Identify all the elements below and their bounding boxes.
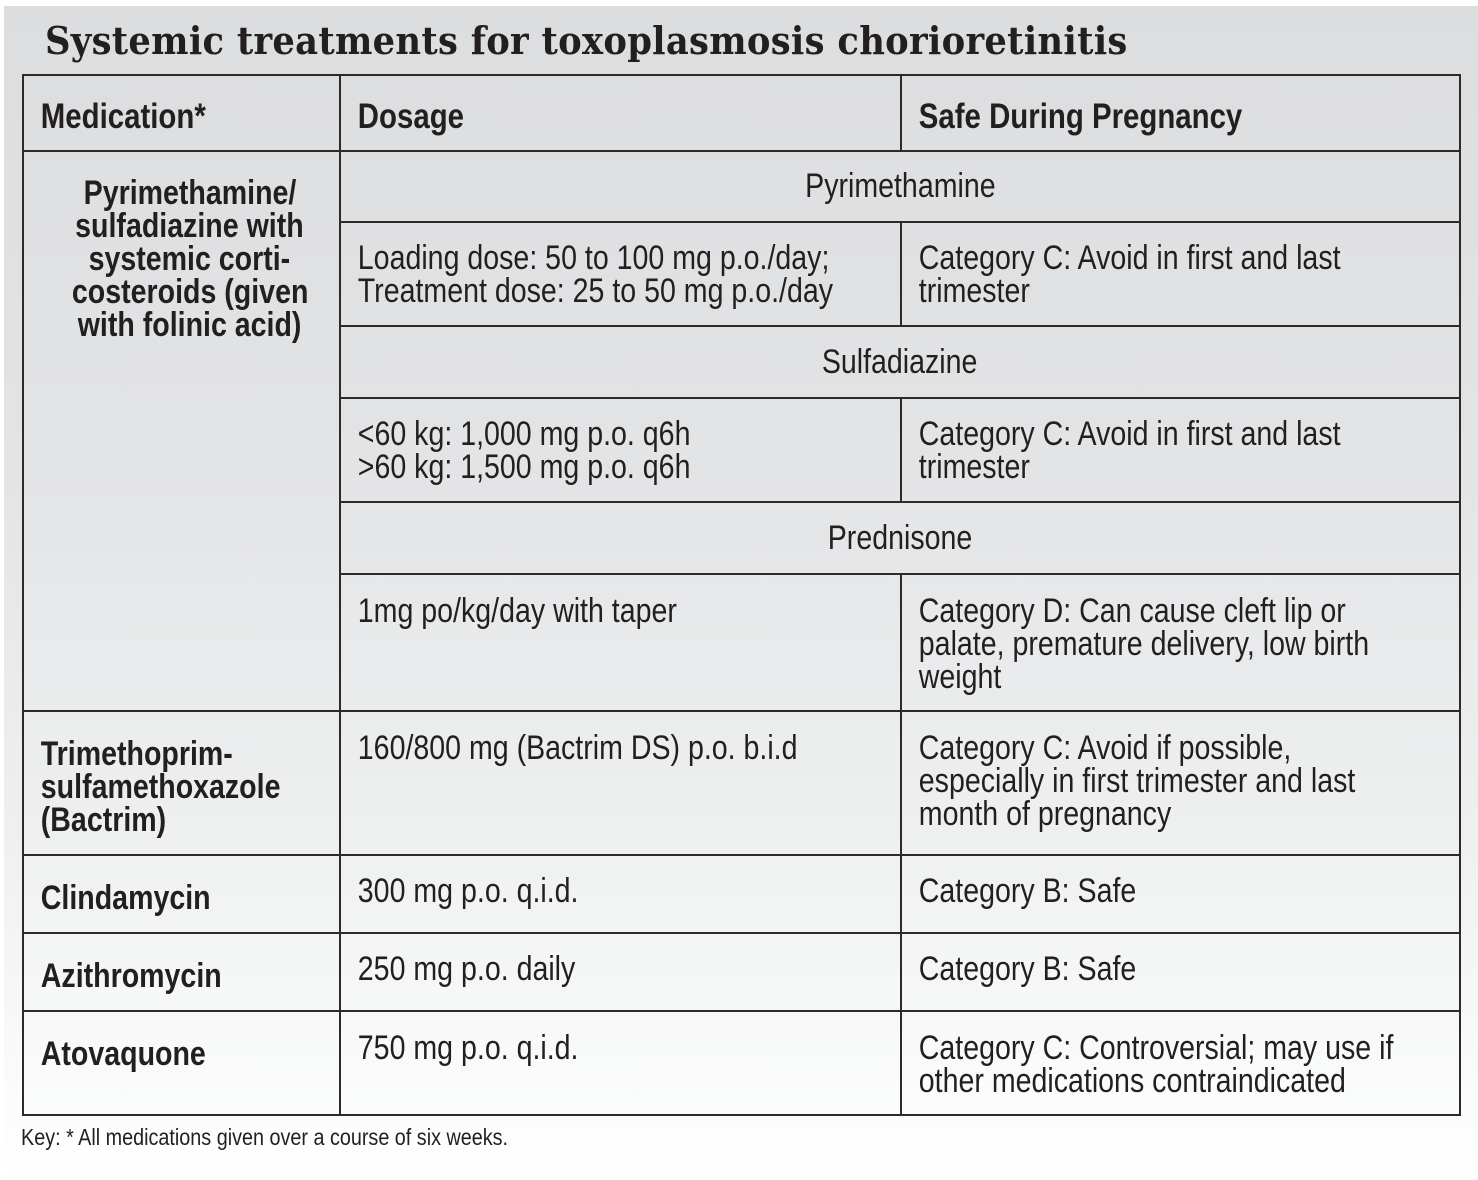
- safety-cell: Category C: Avoid in first and last trimester: [901, 398, 1460, 502]
- dosage-cell: 1mg po/kg/day with taper: [340, 574, 902, 711]
- table-row: [23, 1011, 1460, 1115]
- component-name-prednisone: Prednisone: [340, 502, 1460, 574]
- table-row: [23, 933, 1460, 1011]
- safety-cell: Category C: Controversial; may use if other medications contraindicated: [901, 1011, 1460, 1115]
- dosage-cell: 250 mg p.o. daily: [340, 933, 902, 1011]
- dosage-cell: 750 mg p.o. q.i.d.: [340, 1011, 902, 1115]
- dosage-cell: 160/800 mg (Bactrim DS) p.o. b.i.d: [340, 711, 902, 855]
- header-medication: Medication*: [23, 75, 340, 151]
- dosage-cell: 300 mg p.o. q.i.d.: [340, 855, 902, 933]
- safety-cell: Category D: Can cause cleft lip or palate, premature delivery, low birth weight: [901, 574, 1460, 711]
- combo-medication-cell: Pyrimethamine/ sulfadiazine with systemic corti- costeroids (given with folinic acid): [23, 151, 340, 711]
- medication-cell: Trimethoprim- sulfamethoxazole (Bactrim): [23, 711, 340, 855]
- component-name-pyrimethamine: Pyrimethamine: [340, 151, 1460, 222]
- table-row: [23, 711, 1460, 855]
- dosage-cell: Loading dose: 50 to 100 mg p.o./day; Treatment dose: 25 to 50 mg p.o./day: [340, 222, 902, 326]
- safety-cell: Category B: Safe: [901, 855, 1460, 933]
- treatments-table: [22, 74, 1461, 1116]
- safety-cell: Category C: Avoid if possible, especially in first trimester and last month of pregnancy: [901, 711, 1460, 855]
- footnote-key: Key: * All medications given over a course of six weeks.: [21, 1124, 509, 1150]
- component-header-row: [23, 151, 1460, 222]
- header-safety: Safe During Pregnancy: [901, 75, 1460, 151]
- header-dosage: Dosage: [340, 75, 902, 151]
- table-row: [23, 855, 1460, 933]
- table-title: Systemic treatments for toxoplasmosis chorioretinitis: [45, 18, 1128, 63]
- medication-cell: Azithromycin: [23, 933, 340, 1011]
- component-name-sulfadiazine: Sulfadiazine: [340, 326, 1460, 398]
- header-row: [23, 75, 1460, 151]
- medication-cell: Clindamycin: [23, 855, 340, 933]
- safety-cell: Category C: Avoid in first and last trimester: [901, 222, 1460, 326]
- safety-cell: Category B: Safe: [901, 933, 1460, 1011]
- dosage-cell: <60 kg: 1,000 mg p.o. q6h >60 kg: 1,500 mg p.o. q6h: [340, 398, 902, 502]
- medication-cell: Atovaquone: [23, 1011, 340, 1115]
